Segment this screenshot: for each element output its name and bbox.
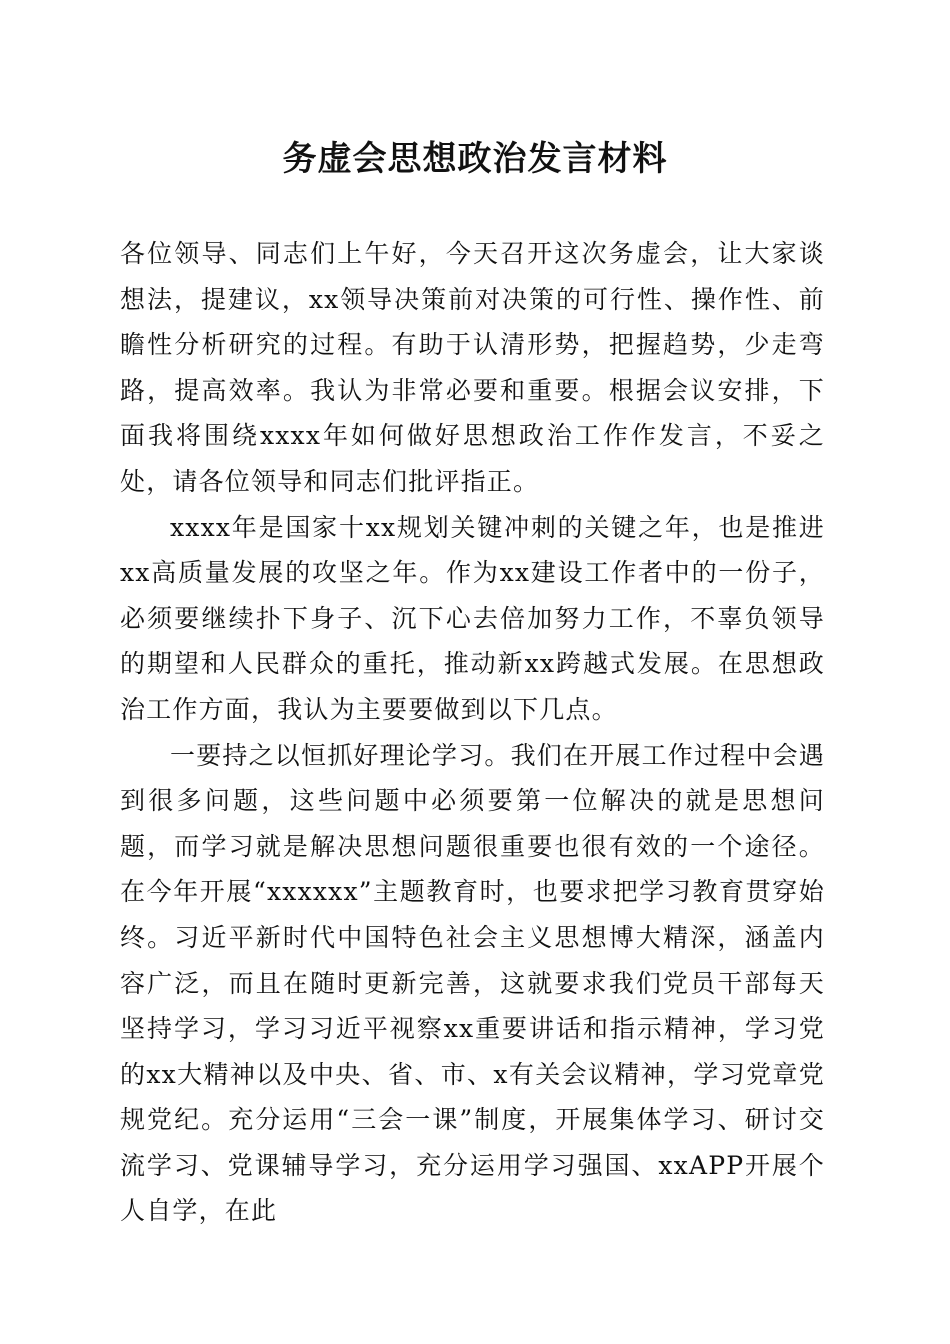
paragraph-context: xxxx年是国家十xx规划关键冲刺的关键之年，也是推进xx高质量发展的攻坚之年。作为xx建设工作者中的一份子，必须要继续扑下身子、沉下心去倍加努力工作，不辜负领导的期望和人民群众的重托，推动新xx跨越式发展。在思想政治工作方面，我认为主要要做到以下几点。 — [120, 512, 825, 724]
paragraph-point-one: 一要持之以恒抓好理论学习。我们在开展工作过程中会遇到很多问题，这些问题中必须要第一位解决的就是思想问题，而学习就是解决思想问题很重要也很有效的一个途径。在今年开展“xxxxxx”主题教育时，也要求把学习教育贯穿始终。习近平新时代中国特色社会主义思想博大精深，涵盖内容广泛，而且在随时更新完善，这就要求我们党员干部每天坚持学习，学习习近平视察xx重要讲话和指示精神，学习党的xx大精神以及中央、省、市、x有关会议精神，学习党章党规党纪。充分运用“三会一课”制度，开展集体学习、研讨交流学习、党课辅导学习，充分运用学习强国、xxAPP开展个人自学，在此 — [120, 740, 826, 1226]
paragraph-opening: 各位领导、同志们上午好，今天召开这次务虚会，让大家谈想法，提建议，xx领导决策前对决策的可行性、操作性、前瞻性分析研究的过程。有助于认清形势，把握趋势，少走弯路，提高效率。我认为非常必要和重要。根据会议安排，下面我将围绕xxxx年如何做好思想政治工作作发言，不妥之处，请各位领导和同志们批评指正。 — [120, 239, 825, 496]
document-body — [120, 231, 825, 1234]
document-title: 务虚会思想政治发言材料 — [282, 139, 668, 179]
